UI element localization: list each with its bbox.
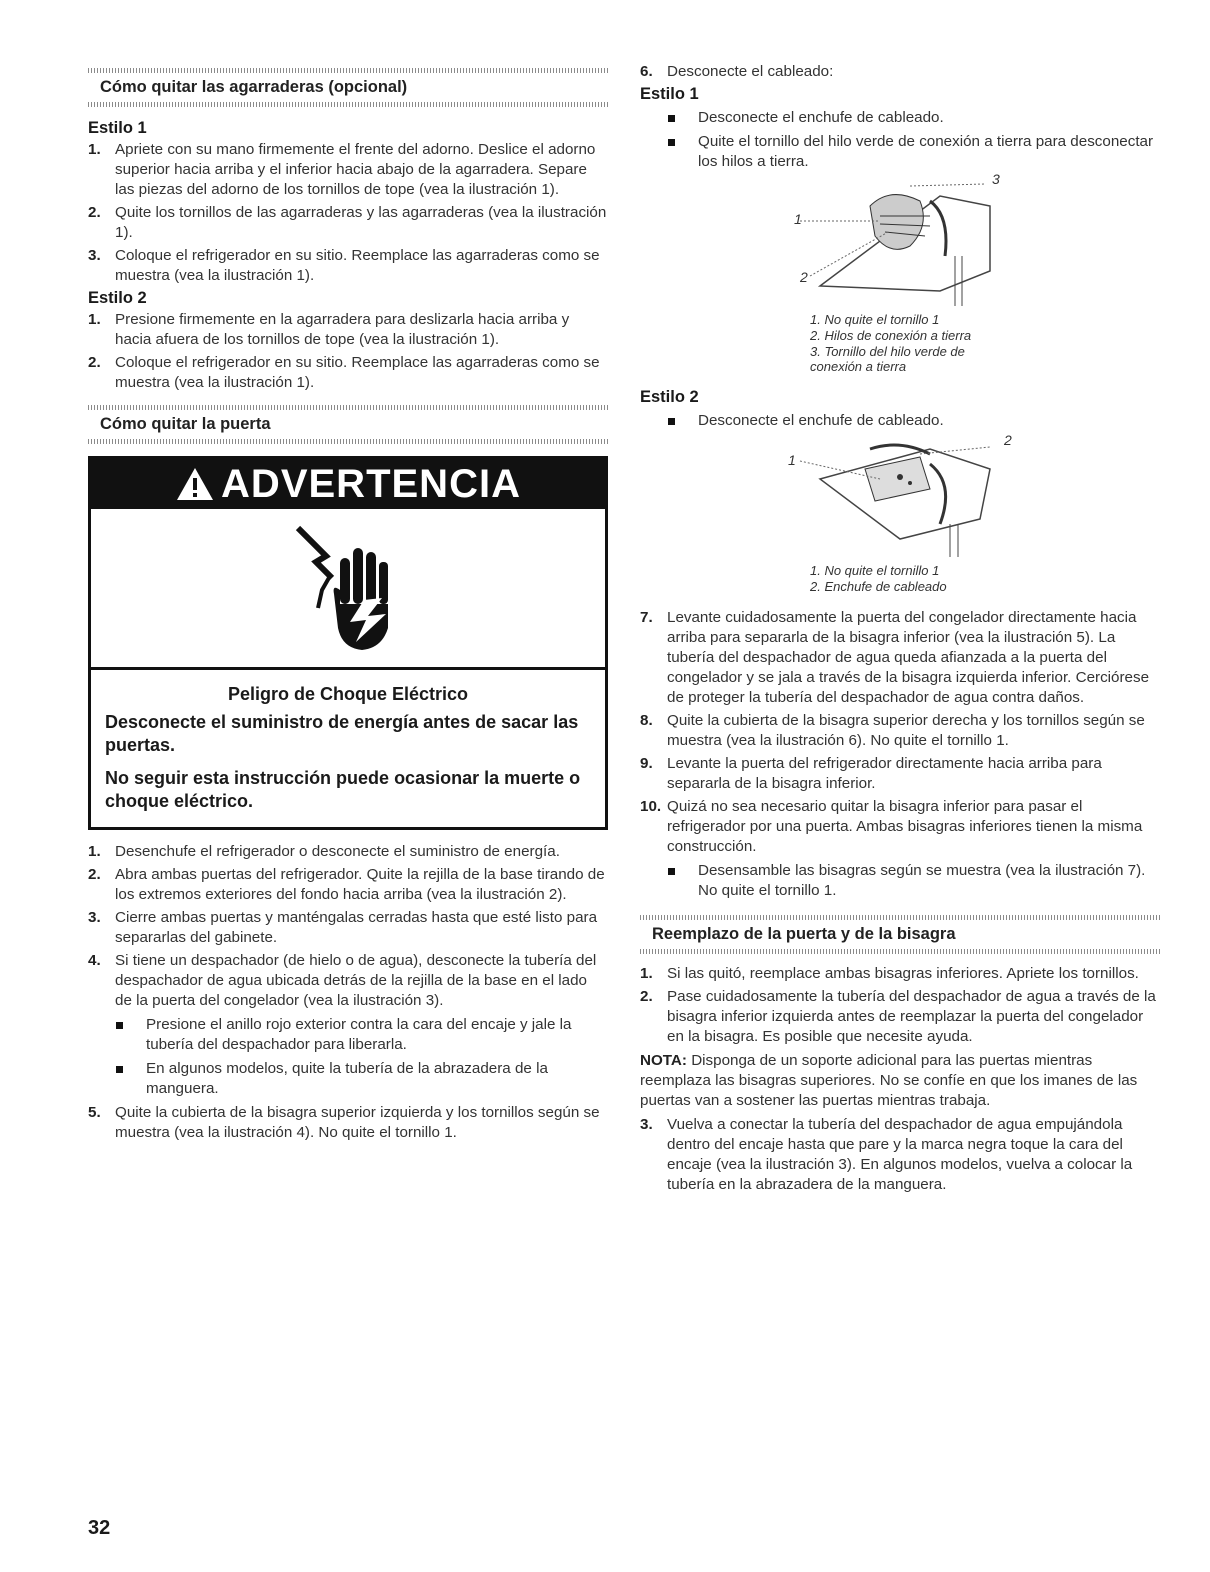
bullet-item — [668, 411, 1160, 431]
warning-header — [91, 459, 605, 509]
replacement-steps-list — [640, 964, 1160, 1047]
caption: 1. No quite el tornillo 1 — [810, 312, 940, 327]
callout-2: 2 — [800, 269, 808, 285]
estilo1-list — [88, 140, 608, 286]
item-number: 1. — [640, 965, 653, 982]
right-column — [640, 0, 1160, 1198]
bullet-text: Presione el anillo rojo exterior contra la cara del encaje y jale la tubería del despachador para liberarla. — [146, 1016, 572, 1053]
bullet-item — [116, 1059, 608, 1099]
bullet-item — [116, 1015, 608, 1055]
list-item — [640, 711, 1160, 751]
item-number: 1. — [88, 311, 101, 328]
list-item — [640, 987, 1160, 1047]
bullet-square-icon — [668, 108, 698, 128]
item-text: Quizá no sea necesario quitar la bisagra inferior para pasar el refrigerador por una puerta. Ambas bisagras inferiores tienen la misma construcción. — [667, 798, 1143, 855]
warning-danger-title: Peligro de Choque Eléctrico — [227, 684, 469, 704]
item-number: 7. — [640, 609, 653, 626]
item-number: 2. — [88, 866, 101, 883]
item-text: Levante la puerta del refrigerador directamente hacia arriba para separarla de la bisagra inferior. — [667, 755, 1102, 792]
note-label: NOTA: — [640, 1052, 687, 1069]
item-text: Abra ambas puertas del refrigerador. Quite la rejilla de la base tirando de los extremos exteriores del fondo hacia arriba (vea la ilustración 2). — [115, 866, 605, 903]
removal-steps-list-continued — [640, 608, 1160, 857]
list-item — [88, 865, 608, 905]
callout-3: 3 — [992, 171, 1000, 187]
item-text: Pase cuidadosamente la tubería del despachador de agua a través de la bisagra inferior izquierda antes de reemplazar la puerta del congelador en la bisagra. Es posible que necesite ayuda. — [667, 988, 1156, 1045]
item-text: Apriete con su mano firmemente el frente del adorno. Deslice el adorno superior hacia arriba y el inferior hacia abajo de la agarradera. Separe las piezas del adorno de los tornillos de tope (vea la ilustración 1). — [115, 141, 596, 198]
estilo2-heading: Estilo 2 — [88, 289, 147, 307]
list-item — [88, 1103, 608, 1143]
step4-bullets — [88, 1015, 608, 1099]
item-number: 4. — [88, 952, 101, 969]
item-number: 3. — [88, 909, 101, 926]
section-rule — [640, 915, 1160, 920]
item-number: 1. — [88, 141, 101, 158]
item-number: 5. — [88, 1104, 101, 1121]
item-text: Quite los tornillos de las agarraderas y las agarraderas (vea la ilustración 1). — [115, 204, 607, 241]
list-item — [88, 842, 608, 862]
warning-consequence: No seguir esta instrucción puede ocasionar la muerte o choque eléctrico. — [105, 768, 581, 811]
item-text: Si las quitó, reemplace ambas bisagras inferiores. Apriete los tornillos. — [667, 965, 1139, 982]
item-number: 10. — [640, 798, 662, 815]
section-rule — [88, 405, 608, 410]
list-item — [640, 1115, 1160, 1195]
callout-1: 1 — [788, 452, 796, 468]
step10-bullet — [668, 861, 1160, 901]
list-item — [88, 140, 608, 200]
caption: 2. Enchufe de cableado — [810, 579, 947, 594]
wiring-plug-drawing — [780, 439, 1020, 557]
bullet-item — [668, 108, 1160, 128]
bullet-text: En algunos modelos, quite la tubería de la abrazadera de la manguera. — [146, 1060, 548, 1097]
list-item — [88, 203, 608, 243]
item-text: Cierre ambas puertas y manténgalas cerradas hasta que esté listo para separarlas del gabinete. — [115, 909, 598, 946]
estilo2-bullets — [640, 411, 1160, 431]
item-text: Vuelva a conectar la tubería del despachador de agua empujándola dentro del encaje hasta que pare y la marca negra toque la cara del encaje (vea la ilustración 3). En algunos modelos, vuelva a colocar la tubería en la abrazadera de la manguera. — [667, 1116, 1133, 1193]
item-number: 2. — [88, 204, 101, 221]
item-number: 1. — [88, 843, 101, 860]
warning-box — [88, 456, 608, 830]
caption: 3. Tornillo del hilo verde de conexión a tierra — [810, 344, 965, 374]
wiring-illustration-estilo2 — [780, 432, 1020, 557]
item-number: 8. — [640, 712, 653, 729]
list-item — [88, 310, 608, 350]
list-item — [88, 908, 608, 948]
bullet-item — [668, 132, 1160, 172]
caption: 1. No quite el tornillo 1 — [810, 563, 940, 578]
section-title-reemplazo: Reemplazo de la puerta y de la bisagra — [652, 925, 956, 943]
list-item — [640, 62, 1160, 82]
item-number: 3. — [640, 1116, 653, 1133]
shock-hazard-pictogram — [91, 509, 605, 670]
item-number: 2. — [88, 354, 101, 371]
note-text: Disponga de un soporte adicional para las puertas mientras reemplaza las bisagras superiores. No se confíe en que los imanes de las puertas van a sostener las puertas mientras trabaja. — [640, 1052, 1138, 1109]
bullet-text: Quite el tornillo del hilo verde de conexión a tierra para desconectar los hilos a tierra. — [698, 133, 1154, 170]
item-number: 3. — [88, 247, 101, 264]
item-text: Desconecte el cableado: — [667, 63, 834, 80]
callout-1: 1 — [794, 211, 802, 227]
figure1-captions — [810, 312, 990, 374]
item-number: 2. — [640, 988, 653, 1005]
page-number: 32 — [88, 1517, 111, 1539]
wiring-illustration-estilo1 — [780, 171, 1020, 306]
list-item — [640, 964, 1160, 984]
note-paragraph — [640, 1051, 1160, 1111]
bullet-text: Desconecte el enchufe de cableado. — [698, 412, 944, 429]
warning-instruction: Desconecte el suministro de energía antes de sacar las puertas. — [105, 712, 579, 755]
section-title-puerta: Cómo quitar la puerta — [100, 415, 271, 433]
bullet-square-icon — [668, 411, 698, 431]
item-text: Levante cuidadosamente la puerta del congelador directamente hacia arriba para separarla de la bisagra inferior (vea la ilustración 5). La tubería del despachador de agua queda afianzada a la puerta del congelador y se jala a través de la bisagra izquierda inferior. Cerciórese de proteger la tubería del despachador de agua contra daños. — [667, 609, 1150, 706]
list-item — [88, 353, 608, 393]
callout-2: 2 — [1004, 432, 1012, 448]
estilo2-heading: Estilo 2 — [640, 388, 699, 406]
bullet-text: Desconecte el enchufe de cableado. — [698, 109, 944, 126]
section-rule — [88, 102, 608, 107]
item-text: Desenchufe el refrigerador o desconecte el suministro de energía. — [115, 843, 560, 860]
warning-heading: ADVERTENCIA — [221, 461, 521, 506]
item-text: Coloque el refrigerador en su sitio. Reemplace las agarraderas como se muestra (vea la ilustración 1). — [115, 354, 600, 391]
bullet-square-icon — [668, 132, 698, 172]
estilo1-bullets — [640, 108, 1160, 172]
left-column — [88, 0, 608, 1146]
bullet-text: Desensamble las bisagras según se muestra (vea la ilustración 7). No quite el tornillo 1. — [698, 862, 1146, 899]
electric-shock-hand-icon — [278, 518, 418, 658]
list-item — [88, 246, 608, 286]
list-item — [640, 608, 1160, 708]
section-rule — [640, 949, 1160, 954]
removal-steps-list — [88, 842, 608, 1011]
estilo1-heading: Estilo 1 — [640, 85, 699, 103]
item-text: Si tiene un despachador (de hielo o de agua), desconecte la tubería del despachador de agua ubicada detrás de la rejilla de la base en el lado de la puerta del congelador (vea la ilustración 3). — [115, 952, 597, 1009]
list-item — [640, 797, 1160, 857]
bullet-square-icon — [116, 1015, 146, 1055]
estilo2-list — [88, 310, 608, 393]
item-text: Presione firmemente en la agarradera para deslizarla hacia arriba y hacia afuera de los tornillos de tope (vea la ilustración 1). — [115, 311, 570, 348]
wiring-harness-drawing — [780, 176, 1020, 306]
section-rule — [88, 68, 608, 73]
item-number: 6. — [640, 63, 653, 80]
item-number: 9. — [640, 755, 653, 772]
list-item — [640, 754, 1160, 794]
bullet-square-icon — [116, 1059, 146, 1099]
item-text: Quite la cubierta de la bisagra superior derecha y los tornillos según se muestra (vea la ilustración 6). No quite el tornillo 1. — [667, 712, 1145, 749]
warning-triangle-icon — [175, 466, 215, 502]
section-title-agarraderas: Cómo quitar las agarraderas (opcional) — [100, 78, 408, 96]
section-rule — [88, 439, 608, 444]
item-text: Quite la cubierta de la bisagra superior izquierda y los tornillos según se muestra (vea la ilustración 4). No quite el tornillo 1. — [115, 1104, 600, 1141]
estilo1-heading: Estilo 1 — [88, 119, 147, 137]
bullet-square-icon — [668, 861, 698, 901]
list-item — [88, 951, 608, 1011]
item-text: Coloque el refrigerador en su sitio. Reemplace las agarraderas como se muestra (vea la ilustración 1). — [115, 247, 600, 284]
caption: 2. Hilos de conexión a tierra — [810, 328, 972, 343]
figure2-captions — [810, 563, 1010, 594]
